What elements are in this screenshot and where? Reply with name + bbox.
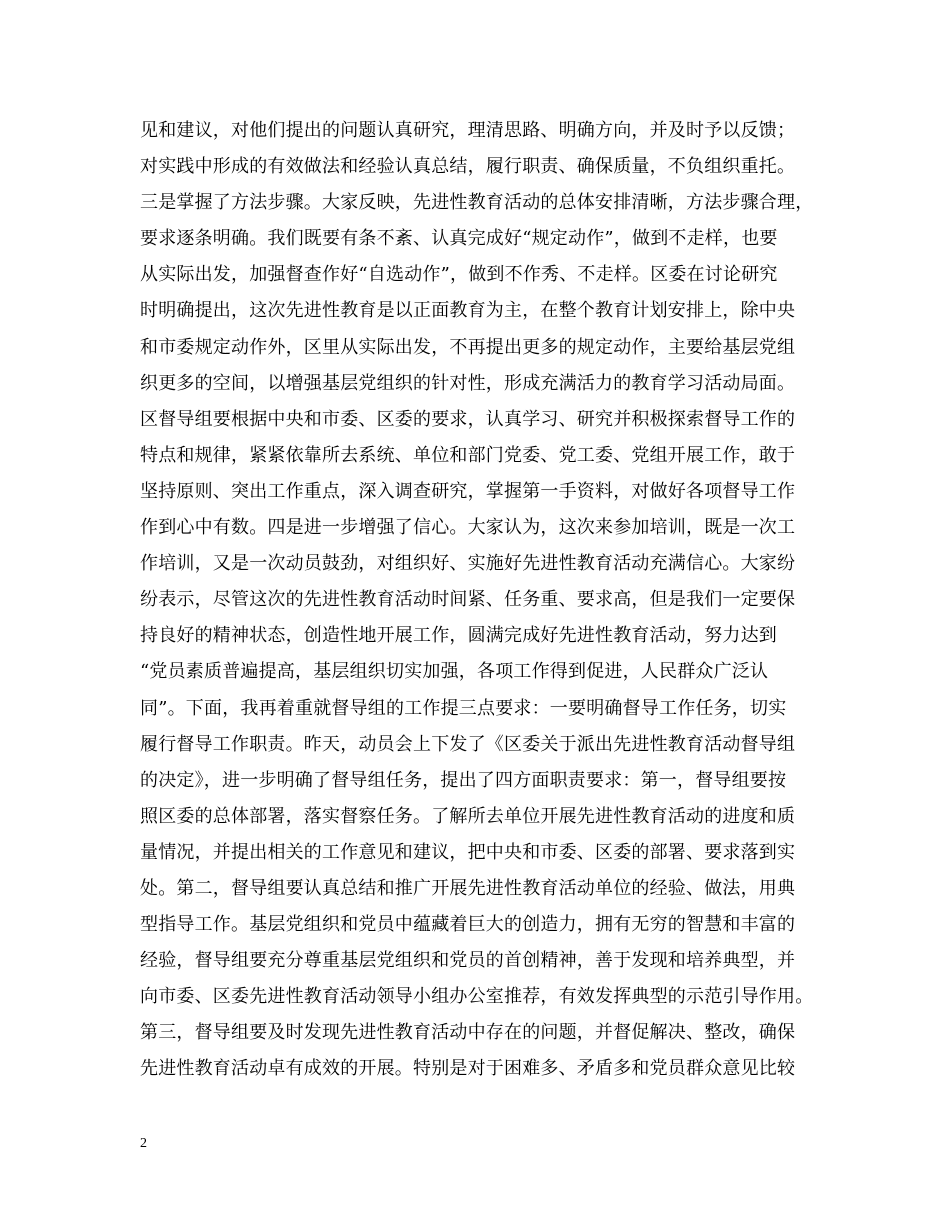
text-line: 要求逐条明确。我们既要有条不紊、认真完成好“规定动作”，做到不走样，也要 <box>140 228 778 250</box>
text-line: 的决定》，进一步明确了督导组任务，提出了四方面职责要求：第一，督导组要按 <box>140 769 787 791</box>
text-line: “党员素质普遍提高，基层组织切实加强，各项工作得到促进，人民群众广泛认 <box>140 661 769 683</box>
page-number: 2 <box>140 1136 147 1151</box>
text-line: 纷表示，尽管这次的先进性教育活动时间紧、任务重、要求高，但是我们一定要保 <box>140 589 796 611</box>
text-line: 坚持原则、突出工作重点，深入调查研究，掌握第一手资料，对做好各项督导工作 <box>140 480 796 502</box>
text-line: 从实际出发，加强督查作好“自选动作”，做到不作秀、不走样。区委在讨论研究 <box>140 264 778 286</box>
text-line: 经验，督导组要充分尊重基层党组织和党员的首创精神，善于发现和培养典型，并 <box>140 950 796 972</box>
text-line: 织更多的空间，以增强基层党组织的针对性，形成充满活力的教育学习活动局面。 <box>140 372 796 394</box>
body-text <box>140 113 820 1088</box>
text-line: 对实践中形成的有效做法和经验认真总结，履行职责、确保质量，不负组织重托。 <box>140 156 796 178</box>
text-line: 作到心中有数。四是进一步增强了信心。大家认为，这次来参加培训，既是一次工 <box>140 517 796 539</box>
text-line: 同”。下面，我再着重就督导组的工作提三点要求：一要明确督导工作任务，切实 <box>140 697 787 719</box>
text-line: 时明确提出，这次先进性教育是以正面教育为主，在整个教育计划安排上，除中央 <box>140 300 796 322</box>
text-line: 第三，督导组要及时发现先进性教育活动中存在的问题，并督促解决、整改，确保 <box>140 1022 796 1044</box>
text-line: 处。第二，督导组要认真总结和推广开展先进性教育活动单位的经验、做法，用典 <box>140 877 796 899</box>
text-line: 区督导组要根据中央和市委、区委的要求，认真学习、研究并积极探索督导工作的 <box>140 408 796 430</box>
text-line: 先进性教育活动卓有成效的开展。特别是对于困难多、矛盾多和党员群众意见比较 <box>140 1058 796 1080</box>
text-line: 作培训，又是一次动员鼓劲，对组织好、实施好先进性教育活动充满信心。大家纷 <box>140 553 796 575</box>
text-line: 见和建议，对他们提出的问题认真研究，理清思路、明确方向，并及时予以反馈； <box>140 120 796 141</box>
text-line: 向市委、区委先进性教育活动领导小组办公室推荐，有效发挥典型的示范引导作用。 <box>140 986 814 1008</box>
text-line: 履行督导工作职责。昨天，动员会上下发了《区委关于派出先进性教育活动督导组 <box>140 733 796 755</box>
text-line: 三是掌握了方法步骤。大家反映，先进性教育活动的总体安排清晰，方法步骤合理， <box>140 192 814 214</box>
text-line: 量情况，并提出相关的工作意见和建议，把中央和市委、区委的部署、要求落到实 <box>140 841 796 863</box>
text-line: 持良好的精神状态，创造性地开展工作，圆满完成好先进性教育活动，努力达到 <box>140 625 777 647</box>
text-line: 和市委规定动作外，区里从实际出发，不再提出更多的规定动作，主要给基层党组 <box>140 336 796 358</box>
text-line: 型指导工作。基层党组织和党员中蕴藏着巨大的创造力，拥有无穷的智慧和丰富的 <box>140 914 796 936</box>
text-line: 特点和规律，紧紧依靠所去系统、单位和部门党委、党工委、党组开展工作，敢于 <box>140 444 796 466</box>
text-line: 照区委的总体部署，落实督察任务。了解所去单位开展先进性教育活动的进度和质 <box>140 805 796 827</box>
